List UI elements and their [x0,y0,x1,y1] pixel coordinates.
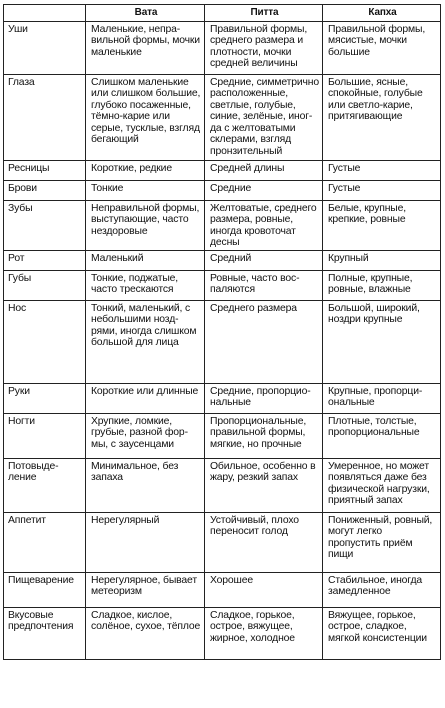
cell-vata: Тонкие [86,180,205,200]
cell-vata: Нерегулярное, бывает метеоризм [86,572,205,607]
cell-pitta: Хорошее [205,572,323,607]
cell-kapha: Большие, ясные, спокойные, голубые или светло-карие, притягивающие [323,74,441,160]
cell-kapha: Большой, широкий, ноздри крупные [323,300,441,383]
cell-pitta: Обильное, особенно в жару, резкий запах [205,458,323,512]
cell-pitta: Правильной формы, среднего размера и плотности, мочки средней величины [205,21,323,74]
cell-pitta: Средние [205,180,323,200]
cell-pitta: Средней длины [205,160,323,180]
cell-pitta: Ровные, часто воспаляются [205,270,323,300]
table-row [4,160,441,180]
row-label: Потовыделение [4,458,86,512]
table-row [4,21,441,74]
cell-pitta: Средние, пропорциональные [205,383,323,413]
table-row [4,300,441,383]
cell-vata: Неправильной формы, выступающие, часто нездоровые [86,200,205,250]
row-label: Вкусовые предпочтения [4,607,86,659]
cell-pitta: Устойчивый, плохо переносит голод [205,512,323,572]
table-row [4,200,441,250]
cell-kapha: Вяжущее, горькое, острое, сладкое, мягкой консистенции [323,607,441,659]
dosha-comparison-table [3,4,441,660]
table-row [4,413,441,458]
header-cell-empty [4,5,86,22]
cell-kapha: Густые [323,180,441,200]
table-row [4,180,441,200]
table-row [4,74,441,160]
table-row [4,250,441,270]
header-cell-vata: Вата [86,5,205,22]
cell-kapha: Стабильное, иногда замедленное [323,572,441,607]
cell-vata: Минимальное, без запаха [86,458,205,512]
table-row [4,512,441,572]
cell-vata: Тонкий, маленький, с небольшими ноздрями, иногда слишком большой для лица [86,300,205,383]
row-label: Аппетит [4,512,86,572]
row-label: Глаза [4,74,86,160]
table-row [4,270,441,300]
header-cell-kapha: Капха [323,5,441,22]
row-label: Руки [4,383,86,413]
cell-pitta: Желтоватые, среднего размера, ровные, иногда кровоточат десны [205,200,323,250]
table-row [4,458,441,512]
cell-pitta: Средние, симметрично расположенные, светлые, голубые, синие, зелёные, иногда с желтоватыми склерами, взгляд пронзительный [205,74,323,160]
cell-pitta: Среднего размера [205,300,323,383]
row-label: Нос [4,300,86,383]
table-header-row [4,5,441,22]
row-label: Губы [4,270,86,300]
cell-kapha: Крупные, пропорциональные [323,383,441,413]
row-label: Пищеварение [4,572,86,607]
cell-pitta: Пропорциональные, правильной формы, мягкие, но прочные [205,413,323,458]
cell-kapha: Белые, крупные, крепкие, ровные [323,200,441,250]
table-row [4,572,441,607]
cell-vata: Сладкое, кислое, солёное, сухое, тёплое [86,607,205,659]
cell-kapha: Полные, крупные, ровные, влажные [323,270,441,300]
cell-vata: Маленький [86,250,205,270]
table-row [4,383,441,413]
row-label: Уши [4,21,86,74]
cell-kapha: Плотные, толстые, пропорциональные [323,413,441,458]
row-label: Ресницы [4,160,86,180]
cell-vata: Тонкие, поджатые, часто трескаются [86,270,205,300]
row-label: Брови [4,180,86,200]
cell-kapha: Умеренное, но может появляться даже без физической нагрузки, приятный запах [323,458,441,512]
cell-vata: Слишком маленькие или слишком большие, глубоко посаженные, тёмно-карие или серые, тусклые, взгляд бегающий [86,74,205,160]
cell-kapha: Крупный [323,250,441,270]
cell-pitta: Средний [205,250,323,270]
cell-vata: Короткие или длинные [86,383,205,413]
row-label: Зубы [4,200,86,250]
cell-pitta: Сладкое, горькое, острое, вяжущее, жирное, холодное [205,607,323,659]
row-label: Ногти [4,413,86,458]
cell-vata: Хрупкие, ломкие, грубые, разной формы, с заусенцами [86,413,205,458]
cell-kapha: Правильной формы, мясистые, мочки большие [323,21,441,74]
header-cell-pitta: Питта [205,5,323,22]
cell-kapha: Густые [323,160,441,180]
cell-vata: Короткие, редкие [86,160,205,180]
cell-vata: Нерегулярный [86,512,205,572]
row-label: Рот [4,250,86,270]
table-row [4,607,441,659]
cell-kapha: Пониженный, ровный, могут легко пропустить приём пищи [323,512,441,572]
cell-vata: Маленькие, неправильной формы, мочки маленькие [86,21,205,74]
